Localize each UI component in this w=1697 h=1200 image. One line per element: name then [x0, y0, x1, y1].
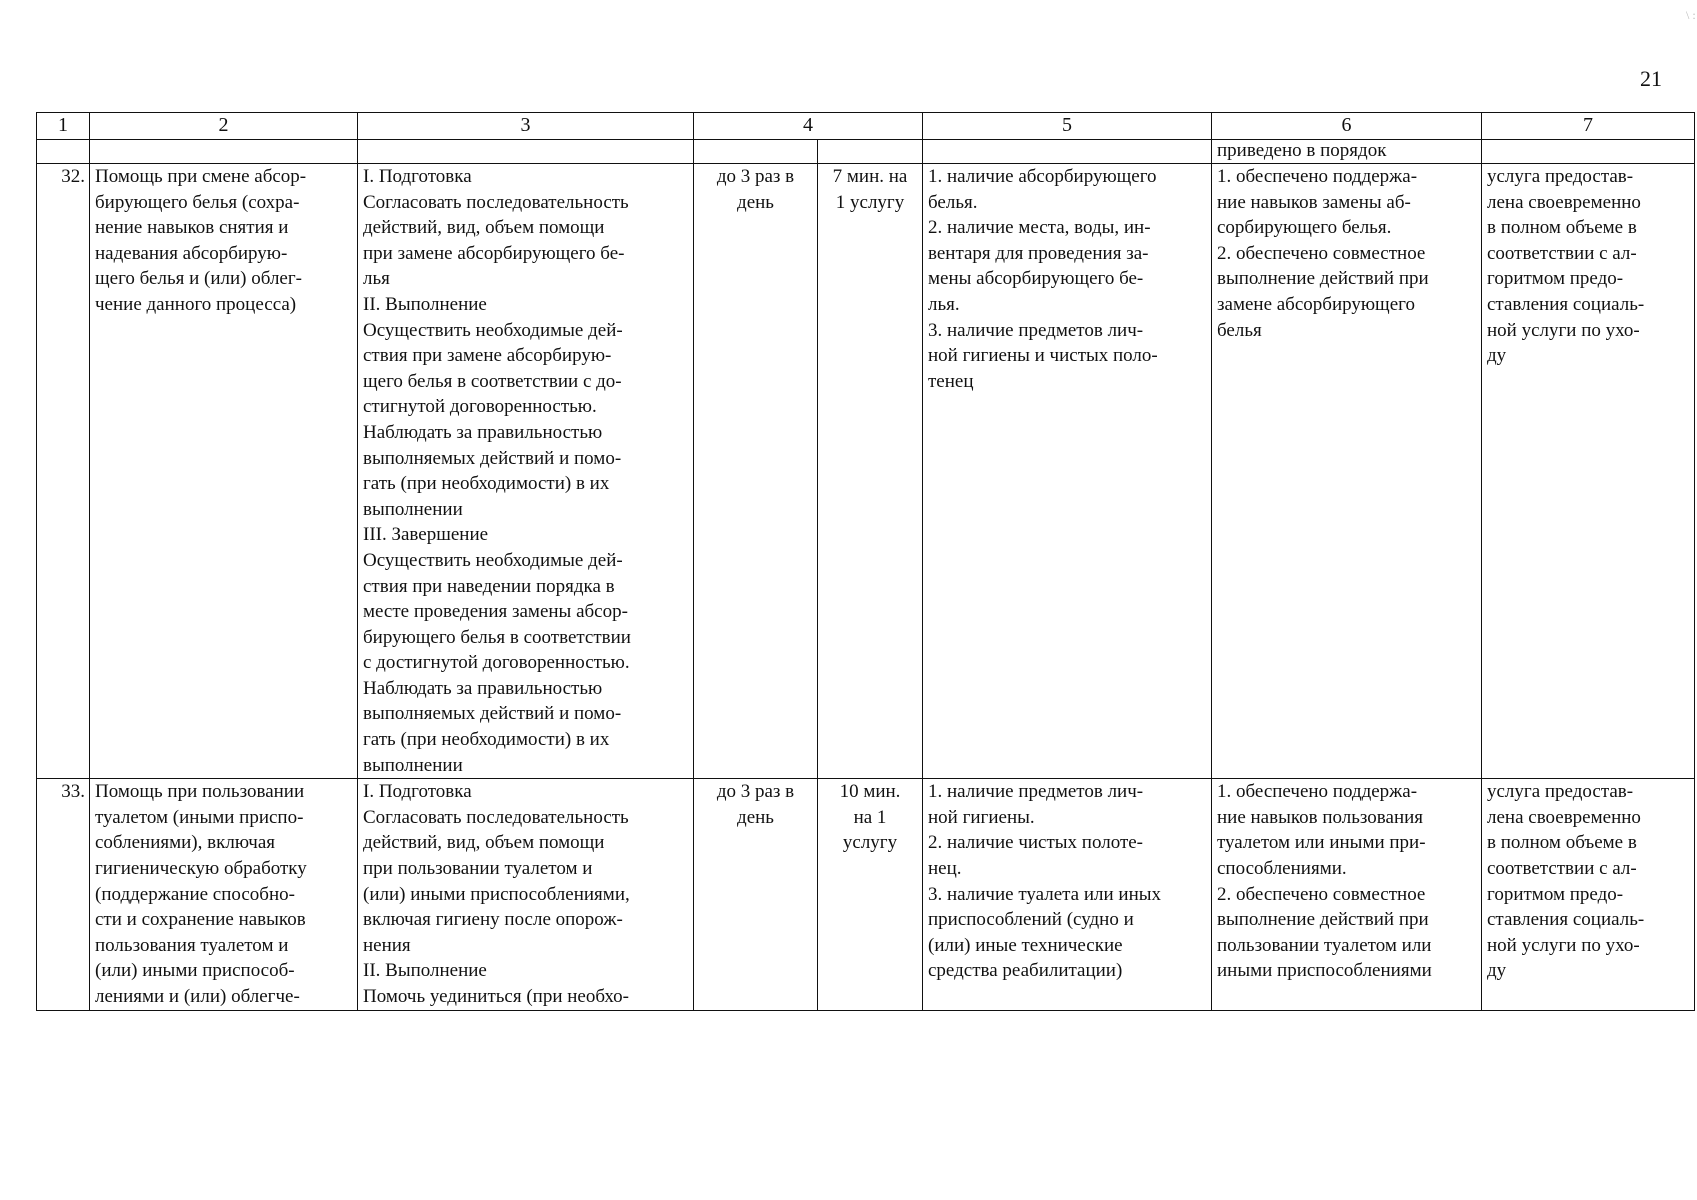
header-col-1: 1 [37, 113, 90, 140]
table-row [37, 164, 1695, 779]
header-col-3: 3 [358, 113, 694, 140]
header-col-4: 4 [694, 113, 923, 140]
scan-edge-mark: \ : [1686, 8, 1696, 22]
row-number: 33. [37, 779, 90, 1010]
results: 1. обеспечено поддержа- ние навыков замены аб- сорбирующего белья. 2. обеспечено совместное выполнение действий при замене абсорбирующего белья [1212, 164, 1482, 779]
table-row [37, 779, 1695, 1010]
duration: 10 мин. на 1 услугу [818, 779, 923, 1010]
service-name: Помощь при смене абсор- бирующего белья (сохра- нение навыков снятия и надевания абсорбирую- щего белья и (или) облег- чение данного процесса) [90, 164, 358, 779]
duration: 7 мин. на 1 услугу [818, 164, 923, 779]
header-col-2: 2 [90, 113, 358, 140]
header-col-6: 6 [1212, 113, 1482, 140]
frequency: до 3 раз в день [694, 164, 818, 779]
conditions: 1. наличие абсорбирующего белья. 2. наличие места, воды, ин- вентаря для проведения за- мены абсорбирующего бе- лья. 3. наличие предметов лич- ной гигиены и чистых поло- тенец [923, 164, 1212, 779]
continuation-text: приведено в порядок [1212, 140, 1482, 164]
results: 1. обеспечено поддержа- ние навыков пользования туалетом или иными при- способлениями. 2. обеспечено совместное выполнение действий при пользовании туалетом или иными приспособлениями [1212, 779, 1482, 1010]
header-col-7: 7 [1482, 113, 1695, 140]
header-row [37, 113, 1695, 140]
frequency: до 3 раз в день [694, 779, 818, 1010]
page-number: 21 [1640, 66, 1662, 91]
evaluation: услуга предостав- лена своевременно в полном объеме в соответствии с ал- горитмом предо- ставления социаль- ной услуги по ухо- ду [1482, 779, 1695, 1010]
service-name: Помощь при пользовании туалетом (иными приспо- соблениями), включая гигиеническую обработку (поддержание способно- сти и сохранение навыков пользования туалетом и (или) иными приспособ- лениями и (или) облегче- [90, 779, 358, 1010]
continuation-row [37, 140, 1695, 164]
procedure-text: I. Подготовка Согласовать последовательность действий, вид, объем помощи при замене абсорбирующего бе- лья II. Выполнение Осуществить необходимые дей- ствия при замене абсорбирую- щего белья в соответствии с до- стигнутой договоренностью. Наблюдать за правильностью выполняемых действий и помо- гать (при необходимости) в их выполнении III. Завершение Осуществить необходимые дей- ствия при наведении порядка в месте проведения замены абсор- бирующего белья в соответствии с достигнутой договоренностью. Наблюдать за правильностью выполняемых действий и помо- гать (при необходимости) в их выполнении [358, 164, 694, 779]
conditions: 1. наличие предметов лич- ной гигиены. 2. наличие чистых полоте- нец. 3. наличие туалета или иных приспособлений (судно и (или) иные технические средства реабилитации) [923, 779, 1212, 1010]
row-number: 32. [37, 164, 90, 779]
evaluation: услуга предостав- лена своевременно в полном объеме в соответствии с ал- горитмом предо- ставления социаль- ной услуги по ухо- ду [1482, 164, 1695, 779]
services-table [36, 112, 1695, 1011]
header-col-5: 5 [923, 113, 1212, 140]
procedure-text: I. Подготовка Согласовать последовательность действий, вид, объем помощи при пользовании туалетом и (или) иными приспособлениями, включая гигиену после опорож- нения II. Выполнение Помочь уединиться (при необхо- [358, 779, 694, 1010]
